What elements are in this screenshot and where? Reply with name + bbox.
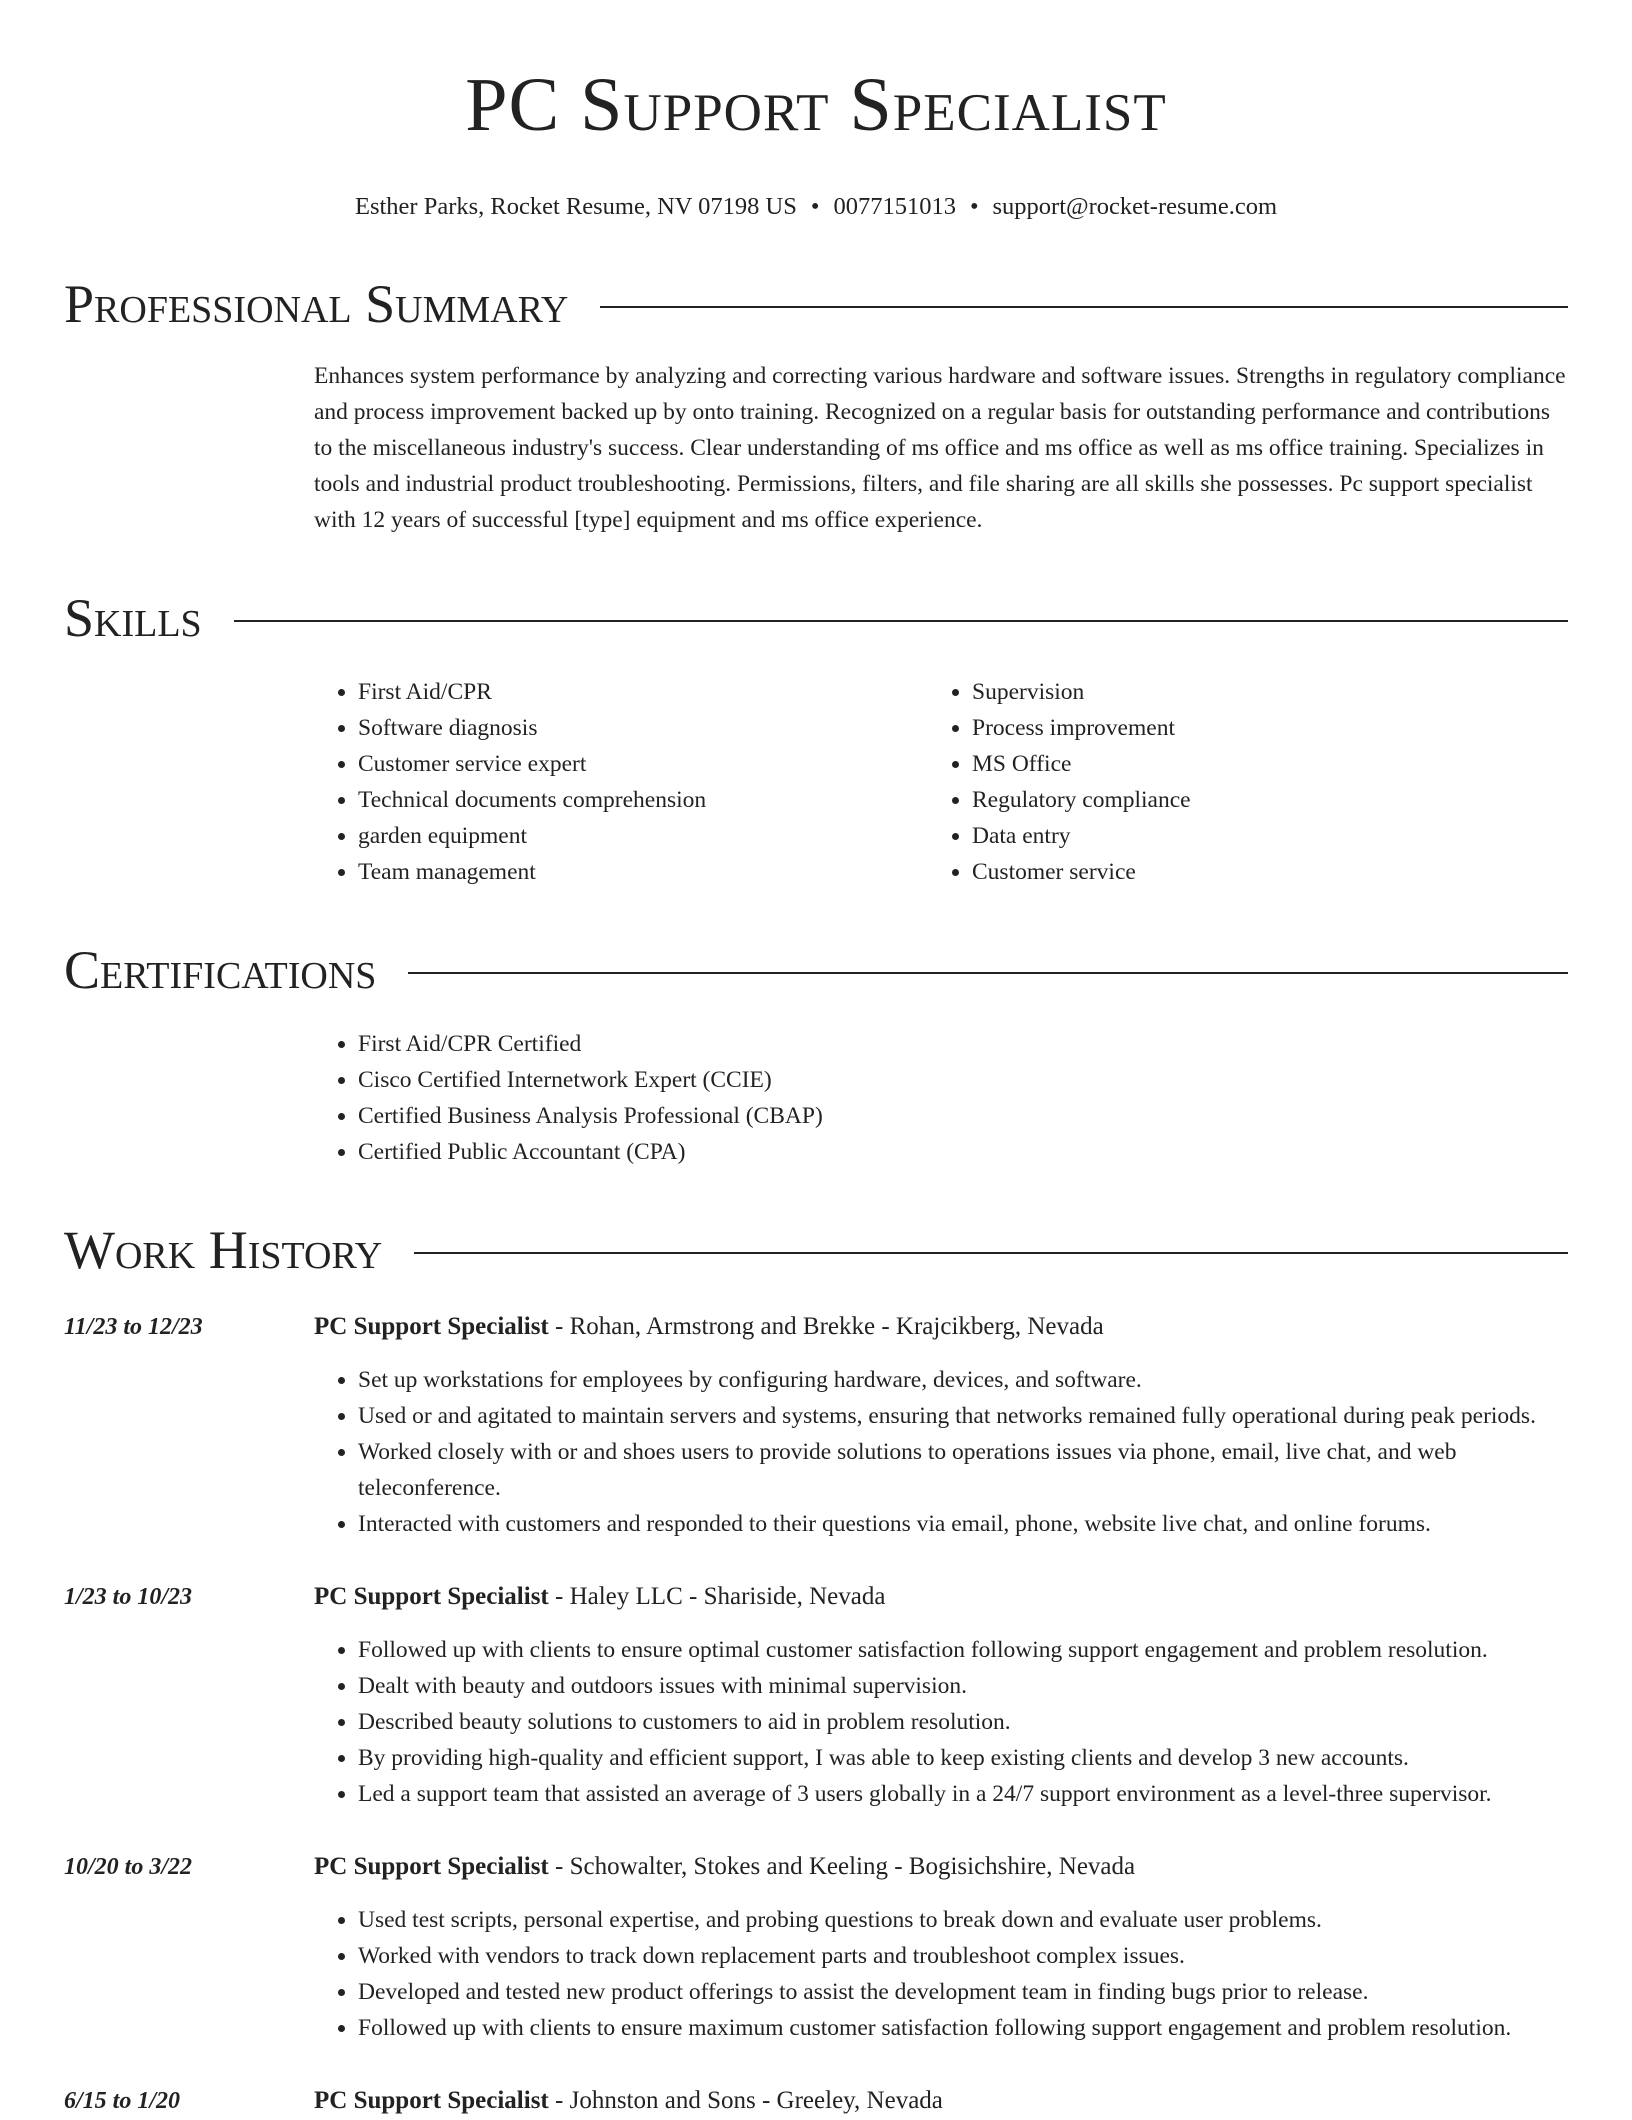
job-title: PC Support Specialist (314, 1583, 549, 1610)
job-bullet: • Interacted with customers and responded to their questions via email, phone, website live chat, and online forums. (358, 1506, 1568, 1542)
job-bullet: • Used or and agitated to maintain servers and systems, ensuring that networks remained fully operational during peak periods. (358, 1398, 1568, 1434)
skill-item: • Supervision (972, 674, 1542, 710)
contact-phone: 0077151013 (833, 193, 956, 220)
job-dates: 10/20 to 3/22 (64, 1854, 193, 1880)
contact-address: Esther Parks, Rocket Resume, NV 07198 US (354, 193, 797, 220)
job-heading (314, 1308, 1568, 1346)
job-heading (314, 1848, 1568, 1886)
job-bullet: • Followed up with clients to ensure maximum customer satisfaction following support engagement and problem resolution. (358, 2010, 1568, 2046)
section-divider (408, 972, 1568, 974)
job-bullet: • Followed up with clients to ensure optimal customer satisfaction following support engagement and problem resolution. (358, 1632, 1568, 1668)
job-bullet: • Worked closely with or and shoes users to provide solutions to operations issues via phone, email, live chat, and web teleconference. (358, 1434, 1568, 1506)
bullet-separator: • (969, 193, 979, 220)
skill-item: • garden equipment (358, 818, 928, 854)
job-employer: - Rohan, Armstrong and Brekke - Krajcikberg, Nevada (548, 1313, 1104, 1340)
job-employer: - Johnston and Sons - Greeley, Nevada (548, 2087, 943, 2114)
job-title: PC Support Specialist (314, 1313, 549, 1340)
job-employer: - Haley LLC - Shariside, Nevada (548, 1583, 886, 1610)
job-bullet: • Set up workstations for employees by configuring hardware, devices, and software. (358, 1362, 1568, 1398)
skill-item: • Data entry (972, 818, 1542, 854)
skills-column-right (928, 674, 1542, 890)
job-entry (64, 2082, 1568, 2120)
job-bullet: • Described beauty solutions to customers to aid in problem resolution. (358, 1704, 1568, 1740)
skill-item: • First Aid/CPR (358, 674, 928, 710)
certification-item: • First Aid/CPR Certified (358, 1026, 1568, 1062)
section-header-summary (64, 272, 1568, 336)
job-dates: 6/15 to 1/20 (64, 2088, 181, 2114)
skill-item: • MS Office (972, 746, 1542, 782)
job-heading (314, 2082, 1568, 2120)
job-details (314, 1848, 1568, 2046)
job-details (314, 1308, 1568, 1542)
job-bullet: • Dealt with beauty and outdoors issues with minimal supervision. (358, 1668, 1568, 1704)
job-entry (64, 1308, 1568, 1542)
resume-title: PC Support Specialist (465, 63, 1167, 147)
skill-item: • Team management (358, 854, 928, 890)
job-employer: - Schowalter, Stokes and Keeling - Bogisichshire, Nevada (548, 1853, 1136, 1880)
section-header-skills (64, 586, 1568, 650)
certification-item: • Certified Public Accountant (CPA) (358, 1134, 1568, 1170)
job-title: PC Support Specialist (314, 1853, 549, 1880)
job-bullet: • By providing high-quality and efficient support, I was able to keep existing clients and develop 3 new accounts. (358, 1740, 1568, 1776)
job-title: PC Support Specialist (314, 2087, 549, 2114)
contact-line (64, 190, 1568, 224)
section-title-work-history: Work History (64, 1220, 383, 1280)
job-details (314, 2082, 1568, 2120)
summary-text: Enhances system performance by analyzing and correcting various hardware and software issues. Strengths in regulatory compliance and process improvement backed up by onto training. Recognized on a regular basis for outstanding performance and contributions to the miscellaneous industry's success. Clear understanding of ms office and ms office as well as ms office training. Specializes in tools and industrial product troubleshooting. Permissions, filters, and file sharing are all skills she possesses. Pc support specialist with 12 years of successful [type] equipment and ms office experience. (314, 363, 1566, 533)
certification-item: • Certified Business Analysis Professional (CBAP) (358, 1098, 1568, 1134)
skill-item: • Regulatory compliance (972, 782, 1542, 818)
skill-item: • Technical documents comprehension (358, 782, 928, 818)
skill-item: • Process improvement (972, 710, 1542, 746)
job-dates: 11/23 to 12/23 (64, 1314, 203, 1340)
job-bullet: • Worked with vendors to track down replacement parts and troubleshoot complex issues. (358, 1938, 1568, 1974)
job-bullet: • Led a support team that assisted an average of 3 users globally in a 24/7 support environment as a level-three supervisor. (358, 1776, 1568, 1812)
job-bullet: • Used test scripts, personal expertise, and probing questions to break down and evaluate user problems. (358, 1902, 1568, 1938)
skills-list (314, 674, 1568, 890)
section-title-summary: Professional Summary (64, 274, 569, 334)
skill-item: • Software diagnosis (358, 710, 928, 746)
section-header-certifications (64, 938, 1568, 1002)
skill-item: • Customer service expert (358, 746, 928, 782)
section-divider (600, 306, 1568, 308)
job-details (314, 1578, 1568, 1812)
job-dates: 1/23 to 10/23 (64, 1584, 193, 1610)
job-entry (64, 1848, 1568, 2046)
certifications-list (314, 1026, 1568, 1170)
skill-item: • Customer service (972, 854, 1542, 890)
contact-email: support@rocket-resume.com (992, 193, 1278, 220)
section-header-work-history (64, 1218, 1568, 1282)
job-heading (314, 1578, 1568, 1616)
section-title-skills: Skills (64, 588, 202, 648)
skills-column-left (314, 674, 928, 890)
certification-item: • Cisco Certified Internetwork Expert (CCIE) (358, 1062, 1568, 1098)
section-divider (234, 620, 1568, 622)
job-bullet: • Developed and tested new product offerings to assist the development team in finding bugs prior to release. (358, 1974, 1568, 2010)
section-title-certifications: Certifications (64, 940, 377, 1000)
bullet-separator: • (810, 193, 820, 220)
section-divider (414, 1252, 1568, 1254)
job-entry (64, 1578, 1568, 1812)
